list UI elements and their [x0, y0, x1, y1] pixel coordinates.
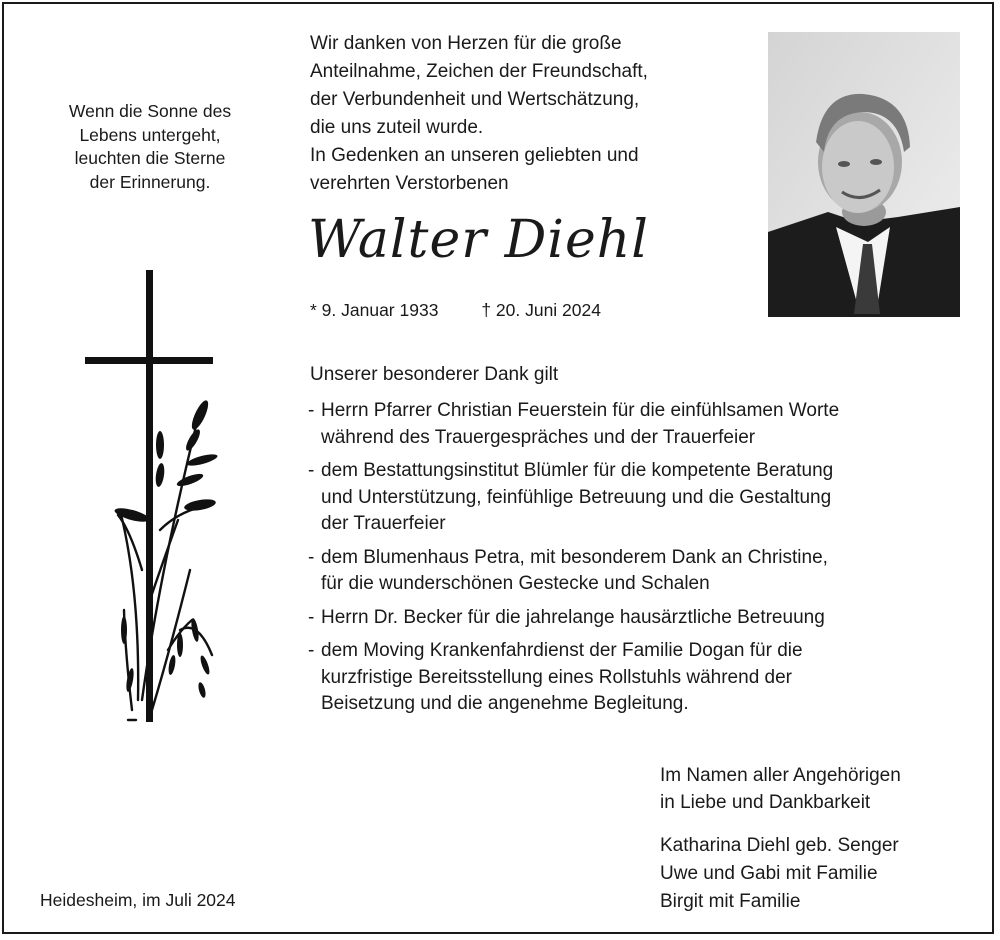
- place-date: Heidesheim, im Juli 2024: [40, 890, 236, 910]
- thanks-item: [308, 638, 948, 718]
- thanks-item-line: dem Bestattungsinstitut Blümler für die kompetente Beratung: [321, 460, 834, 481]
- thanks-item-line: Herrn Pfarrer Christian Feuerstein für die einfühlsamen Worte: [321, 400, 840, 421]
- thanks-item-line: kurzfristige Bereitsstellung eines Rollstuhls während der: [321, 666, 793, 688]
- intro-line: In Gedenken an unseren geliebten und: [310, 145, 639, 166]
- thanks-item: [308, 458, 948, 538]
- motto: [42, 100, 258, 194]
- thanks-item-line: für die wunderschönen Gestecke und Schalen: [321, 573, 710, 594]
- thanks-item-line: der Trauerfeier: [321, 513, 446, 534]
- thanks-item: [308, 605, 948, 632]
- intro-line: der Verbundenheit und Wertschätzung,: [310, 89, 640, 110]
- family-line: Birgit mit Familie: [660, 891, 801, 912]
- list-dash: -: [308, 460, 315, 481]
- closing-text: [660, 762, 901, 816]
- thanks-item-line: und Unterstützung, feinfühlige Betreuung und die Gestaltung: [321, 486, 832, 508]
- thanks-item-line: während des Trauergespräches und der Trauerfeier: [321, 426, 756, 448]
- closing-line: Im Namen aller Angehörigen: [660, 765, 901, 786]
- thanks-item: [308, 545, 948, 598]
- list-dash: -: [308, 546, 315, 568]
- closing-line: in Liebe und Dankbarkeit: [660, 792, 871, 813]
- intro-text: [310, 30, 750, 198]
- thanks-item-line: dem Blumenhaus Petra, mit besonderem Dank an Christine,: [321, 546, 828, 568]
- thanks-list: [308, 398, 948, 725]
- family-line: Katharina Diehl geb. Senger: [660, 835, 899, 856]
- list-dash: -: [308, 400, 315, 421]
- cross-with-grass-icon: [80, 270, 230, 730]
- thanks-item-line: Herrn Dr. Becker für die jahrelange hausärztliche Betreuung: [321, 606, 825, 628]
- list-dash: -: [308, 640, 315, 661]
- portrait-photo-icon: [768, 32, 960, 317]
- family-line: Uwe und Gabi mit Familie: [660, 863, 878, 884]
- motto-line: Wenn die Sonne des: [68, 101, 232, 121]
- intro-line: die uns zuteil wurde.: [310, 117, 484, 138]
- life-dates: [310, 298, 601, 322]
- motto-line: der Erinnerung.: [89, 171, 211, 192]
- family-signature: [660, 832, 899, 916]
- thanks-item-line: dem Moving Krankenfahrdienst der Familie Dogan für die: [321, 640, 803, 661]
- motto-line: Lebens untergeht,: [79, 124, 221, 145]
- intro-line: verehrten Verstorbenen: [310, 173, 509, 194]
- death-date: † 20. Juni 2024: [481, 300, 601, 320]
- deceased-name: Walter Diehl: [308, 210, 649, 270]
- intro-line: Anteilnahme, Zeichen der Freundschaft,: [310, 61, 648, 82]
- motto-line: leuchten die Sterne: [74, 148, 226, 168]
- portrait-photo: [768, 32, 960, 317]
- thanks-item-line: Beisetzung und die angenehme Begleitung.: [321, 693, 689, 714]
- thanks-heading: Unserer besonderer Dank gilt: [310, 364, 559, 385]
- intro-line: Wir danken von Herzen für die große: [310, 33, 622, 54]
- thanks-item: [308, 398, 948, 451]
- list-dash: -: [308, 606, 315, 628]
- birth-date: * 9. Januar 1933: [310, 300, 439, 320]
